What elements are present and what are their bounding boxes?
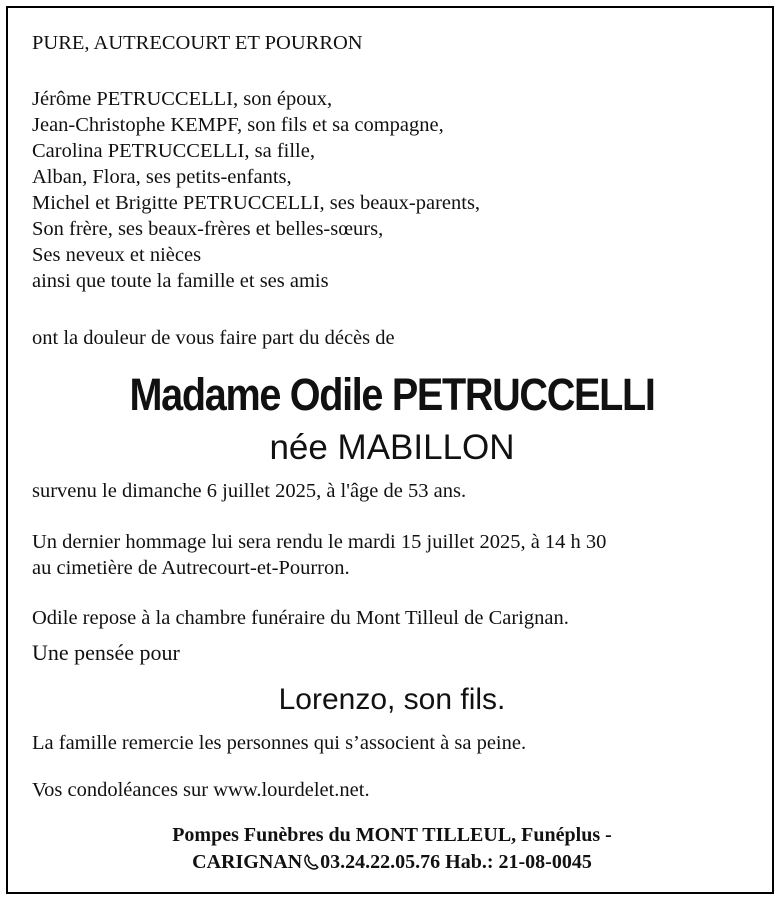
funeral-home-town: CARIGNAN: [192, 851, 303, 873]
funeral-home-footer: [0, 822, 784, 876]
family-line: Carolina PETRUCCELLI, sa fille,: [32, 140, 315, 162]
maiden-name: née MABILLON: [269, 428, 515, 467]
funeral-home-license: Hab.: 21-08-0045: [445, 851, 592, 873]
thought-intro: Une pensée pour: [32, 640, 180, 665]
thought-name: Lorenzo, son fils.: [278, 683, 506, 716]
announcement-text: ont la douleur de vous faire part du décès de: [32, 327, 395, 349]
family-line: Jean-Christophe KEMPF, son fils et sa compagne,: [32, 114, 444, 136]
family-line: ainsi que toute la famille et ses amis: [32, 270, 329, 292]
obituary-notice: [32, 20, 752, 876]
deceased-name: Madame Odile PETRUCCELLI: [129, 369, 655, 420]
tribute-line: au cimetière de Autrecourt-et-Pourron.: [32, 557, 350, 579]
tribute-info: [32, 529, 752, 581]
funeral-home-contact: [0, 849, 784, 876]
location-header: PURE, AUTRECOURT ET POURRON: [32, 32, 363, 54]
family-line: Son frère, ses beaux-frères et belles-sœurs,: [32, 218, 384, 240]
funeral-home-phone: 03.24.22.05.76: [320, 851, 441, 873]
phone-icon: [303, 854, 319, 870]
family-line: Jérôme PETRUCCELLI, son époux,: [32, 88, 333, 110]
family-list: [32, 86, 752, 294]
thanks-text: La famille remercie les personnes qui s’associent à sa peine.: [32, 732, 527, 754]
death-info: survenu le dimanche 6 juillet 2025, à l'âge de 53 ans.: [32, 480, 467, 502]
tribute-line: Un dernier hommage lui sera rendu le mardi 15 juillet 2025, à 14 h 30: [32, 531, 607, 553]
funeral-home-name: Pompes Funèbres du MONT TILLEUL, Funéplus -: [172, 824, 612, 846]
family-line: Ses neveux et nièces: [32, 244, 202, 266]
family-line: Michel et Brigitte PETRUCCELLI, ses beaux-parents,: [32, 192, 481, 214]
condolences-text: Vos condoléances sur www.lourdelet.net.: [32, 779, 370, 801]
repose-info: Odile repose à la chambre funéraire du Mont Tilleul de Carignan.: [32, 607, 569, 629]
family-line: Alban, Flora, ses petits-enfants,: [32, 166, 292, 188]
